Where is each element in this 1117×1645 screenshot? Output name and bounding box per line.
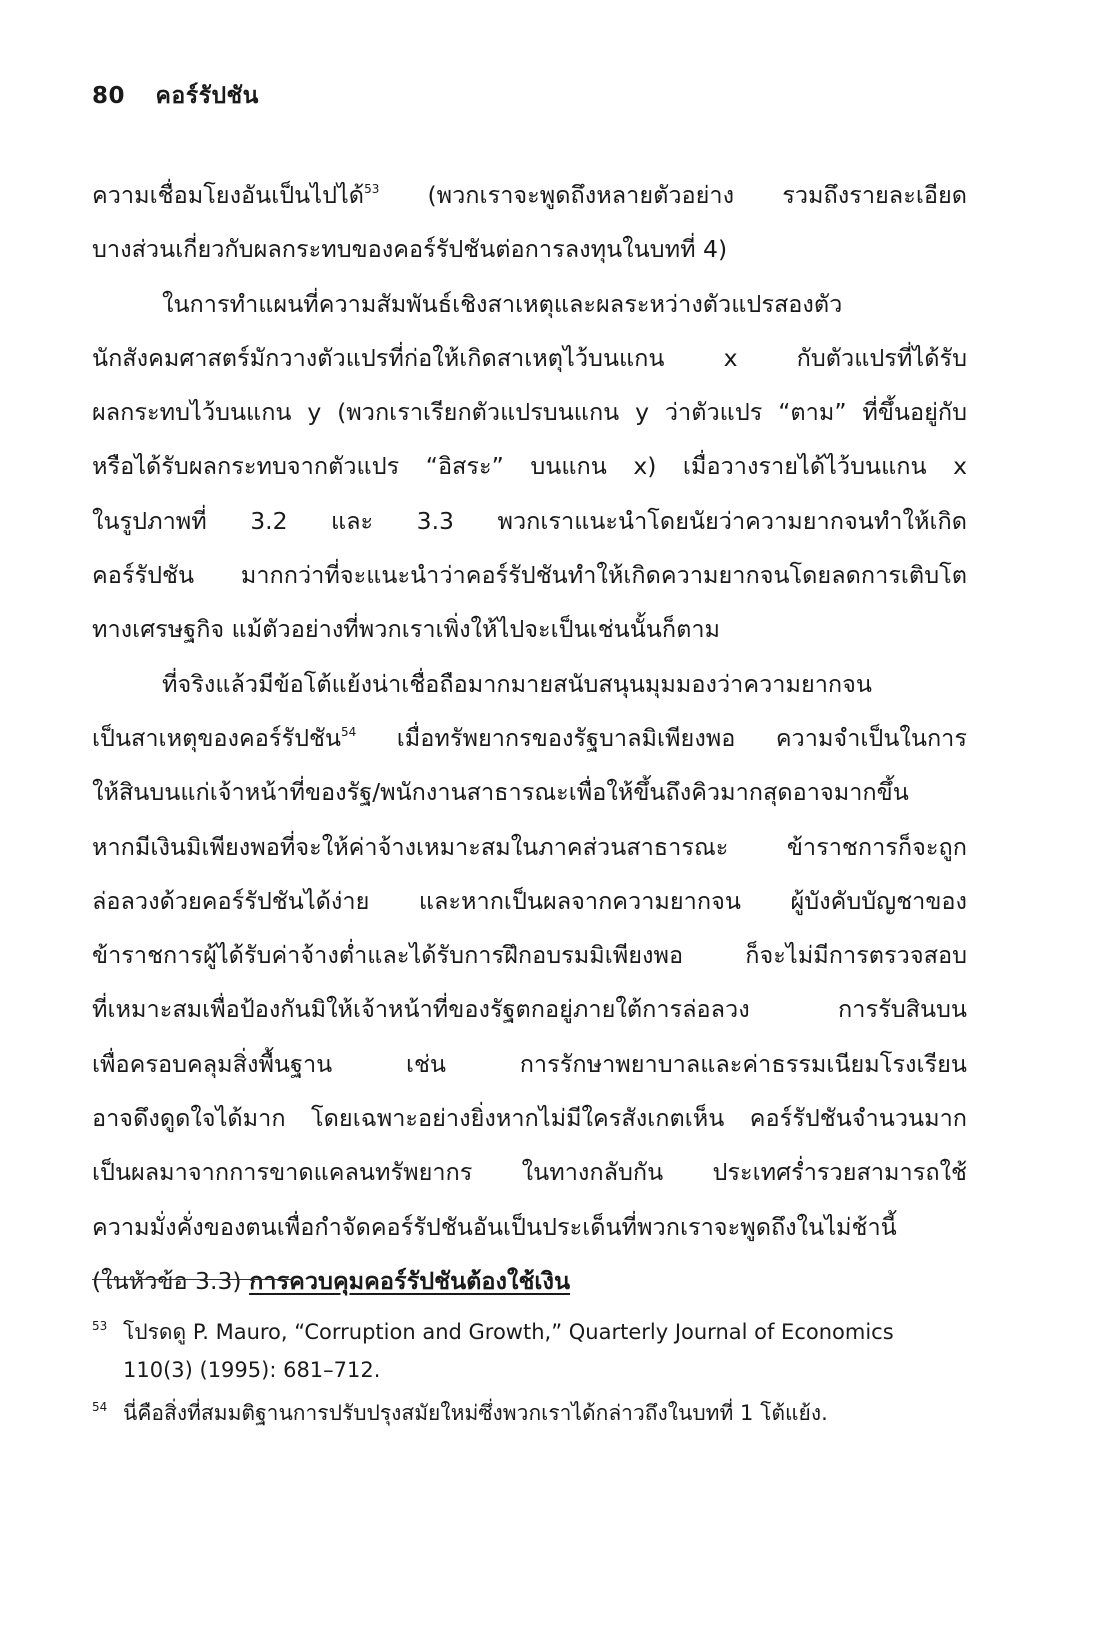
body-line: ล่อลวงด้วยคอร์รัปชันได้ง่าย และหากเป็นผลจากความยากจน ผู้บังคับบัญชาของ: [92, 886, 967, 915]
footnote-ref-54[interactable]: 54: [341, 724, 357, 739]
body-line: หากมีเงินมิเพียงพอที่จะให้ค่าจ้างเหมาะสมในภาคส่วนสาธารณะ ข้าราชการก็จะถูก: [92, 832, 967, 861]
emphasized-phrase: การควบคุมคอร์รัปชันต้องใช้เงิน: [249, 1266, 571, 1295]
footnote-separator: [92, 1279, 294, 1280]
body-line: ทางเศรษฐกิจ แม้ตัวอย่างที่พวกเราเพิ่งให้ไปจะเป็นเช่นนั้นก็ตาม: [92, 615, 721, 644]
body-line: (ในหัวข้อ 3.3) การควบคุมคอร์รัปชันต้องใช้เงิน: [92, 1266, 571, 1295]
body-line: ความมั่งคั่งของตนเพื่อกำจัดคอร์รัปชันอันเป็นประเด็นที่พวกเราจะพูดถึงในไม่ช้านี้: [92, 1212, 897, 1241]
footnote-53: [92, 1313, 967, 1389]
body-line: นักสังคมศาสตร์มักวางตัวแปรที่ก่อให้เกิดสาเหตุไว้บนแกน x กับตัวแปรที่ได้รับ: [92, 343, 967, 372]
body-line: ผลกระทบไว้บนแกน y (พวกเราเรียกตัวแปรบนแกน y ว่าตัวแปร “ตาม” ที่ขึ้นอยู่กับ: [92, 398, 967, 427]
body-line: เป็นผลมาจากการขาดแคลนทรัพยากร ในทางกลับกัน ประเทศร่ำรวยสามารถใช้: [92, 1158, 967, 1187]
footnote-line: นี่คือสิ่งที่สมมติฐานการปรับปรุงสมัยใหม่ซึ่งพวกเราได้กล่าวถึงในบทที่ 1 โต้แย้ง.: [123, 1401, 828, 1425]
running-header: [92, 78, 259, 114]
footnote-number: 54: [92, 1400, 108, 1414]
body-line: ที่จริงแล้วมีข้อโต้แย้งน่าเชื่อถือมากมายสนับสนุนมุมมองว่าความยากจน: [162, 669, 872, 698]
footnote-line: โปรดดู P. Mauro, “Corruption and Growth,” Quarterly Journal of Economics: [123, 1320, 894, 1344]
body-line: เป็นสาเหตุของคอร์รัปชัน$^{54}$ เมื่อทรัพยากรของรัฐบาลมิเพียงพอ ความจำเป็นในการ: [92, 723, 967, 752]
body-line: เพื่อครอบคลุมสิ่งพื้นฐาน เช่น การรักษาพยาบาลและค่าธรรมเนียมโรงเรียน: [92, 1049, 967, 1078]
body-line: ในรูปภาพที่ 3.2 และ 3.3 พวกเราแนะนำโดยนัยว่าความยากจนทำให้เกิด: [92, 506, 967, 535]
body-text: [92, 168, 967, 1308]
footnotes: [92, 1313, 967, 1437]
body-line: ที่เหมาะสมเพื่อป้องกันมิให้เจ้าหน้าที่ของรัฐตกอยู่ภายใต้การล่อลวง การรับสินบน: [92, 995, 967, 1024]
running-title: คอร์รัปชัน: [155, 83, 259, 109]
footnote-ref-53[interactable]: 53: [364, 182, 380, 196]
body-line: ความเชื่อมโยงอันเป็นไปได้$^{53}$ (พวกเราจะพูดถึงหลายตัวอย่าง รวมถึงรายละเอียด: [92, 181, 967, 209]
footnote-54: [92, 1394, 967, 1432]
page-number: 80: [92, 83, 126, 109]
body-line: ในการทำแผนที่ความสัมพันธ์เชิงสาเหตุและผลระหว่างตัวแปรสองตัว: [162, 289, 843, 318]
body-line: บางส่วนเกี่ยวกับผลกระทบของคอร์รัปชันต่อการลงทุนในบทที่ 4): [92, 235, 728, 264]
body-line: ให้สินบนแก่เจ้าหน้าที่ของรัฐ/พนักงานสาธารณะเพื่อให้ขึ้นถึงคิวมากสุดอาจมากขึ้น: [92, 778, 909, 807]
body-line: ข้าราชการผู้ได้รับค่าจ้างต่ำและได้รับการฝึกอบรมมิเพียงพอ ก็จะไม่มีการตรวจสอบ: [92, 941, 967, 970]
footnote-line: 110(3) (1995): 681–712.: [123, 1358, 381, 1382]
footnote-number: 53: [92, 1319, 108, 1333]
body-line: อาจดึงดูดใจได้มาก โดยเฉพาะอย่างยิ่งหากไม่มีใครสังเกตเห็น คอร์รัปชันจำนวนมาก: [92, 1104, 967, 1133]
body-line: หรือได้รับผลกระทบจากตัวแปร “อิสระ” บนแกน x) เมื่อวางรายได้ไว้บนแกน x: [92, 452, 967, 481]
body-line: คอร์รัปชัน มากกว่าที่จะแนะนำว่าคอร์รัปชันทำให้เกิดความยากจนโดยลดการเติบโต: [92, 561, 967, 590]
